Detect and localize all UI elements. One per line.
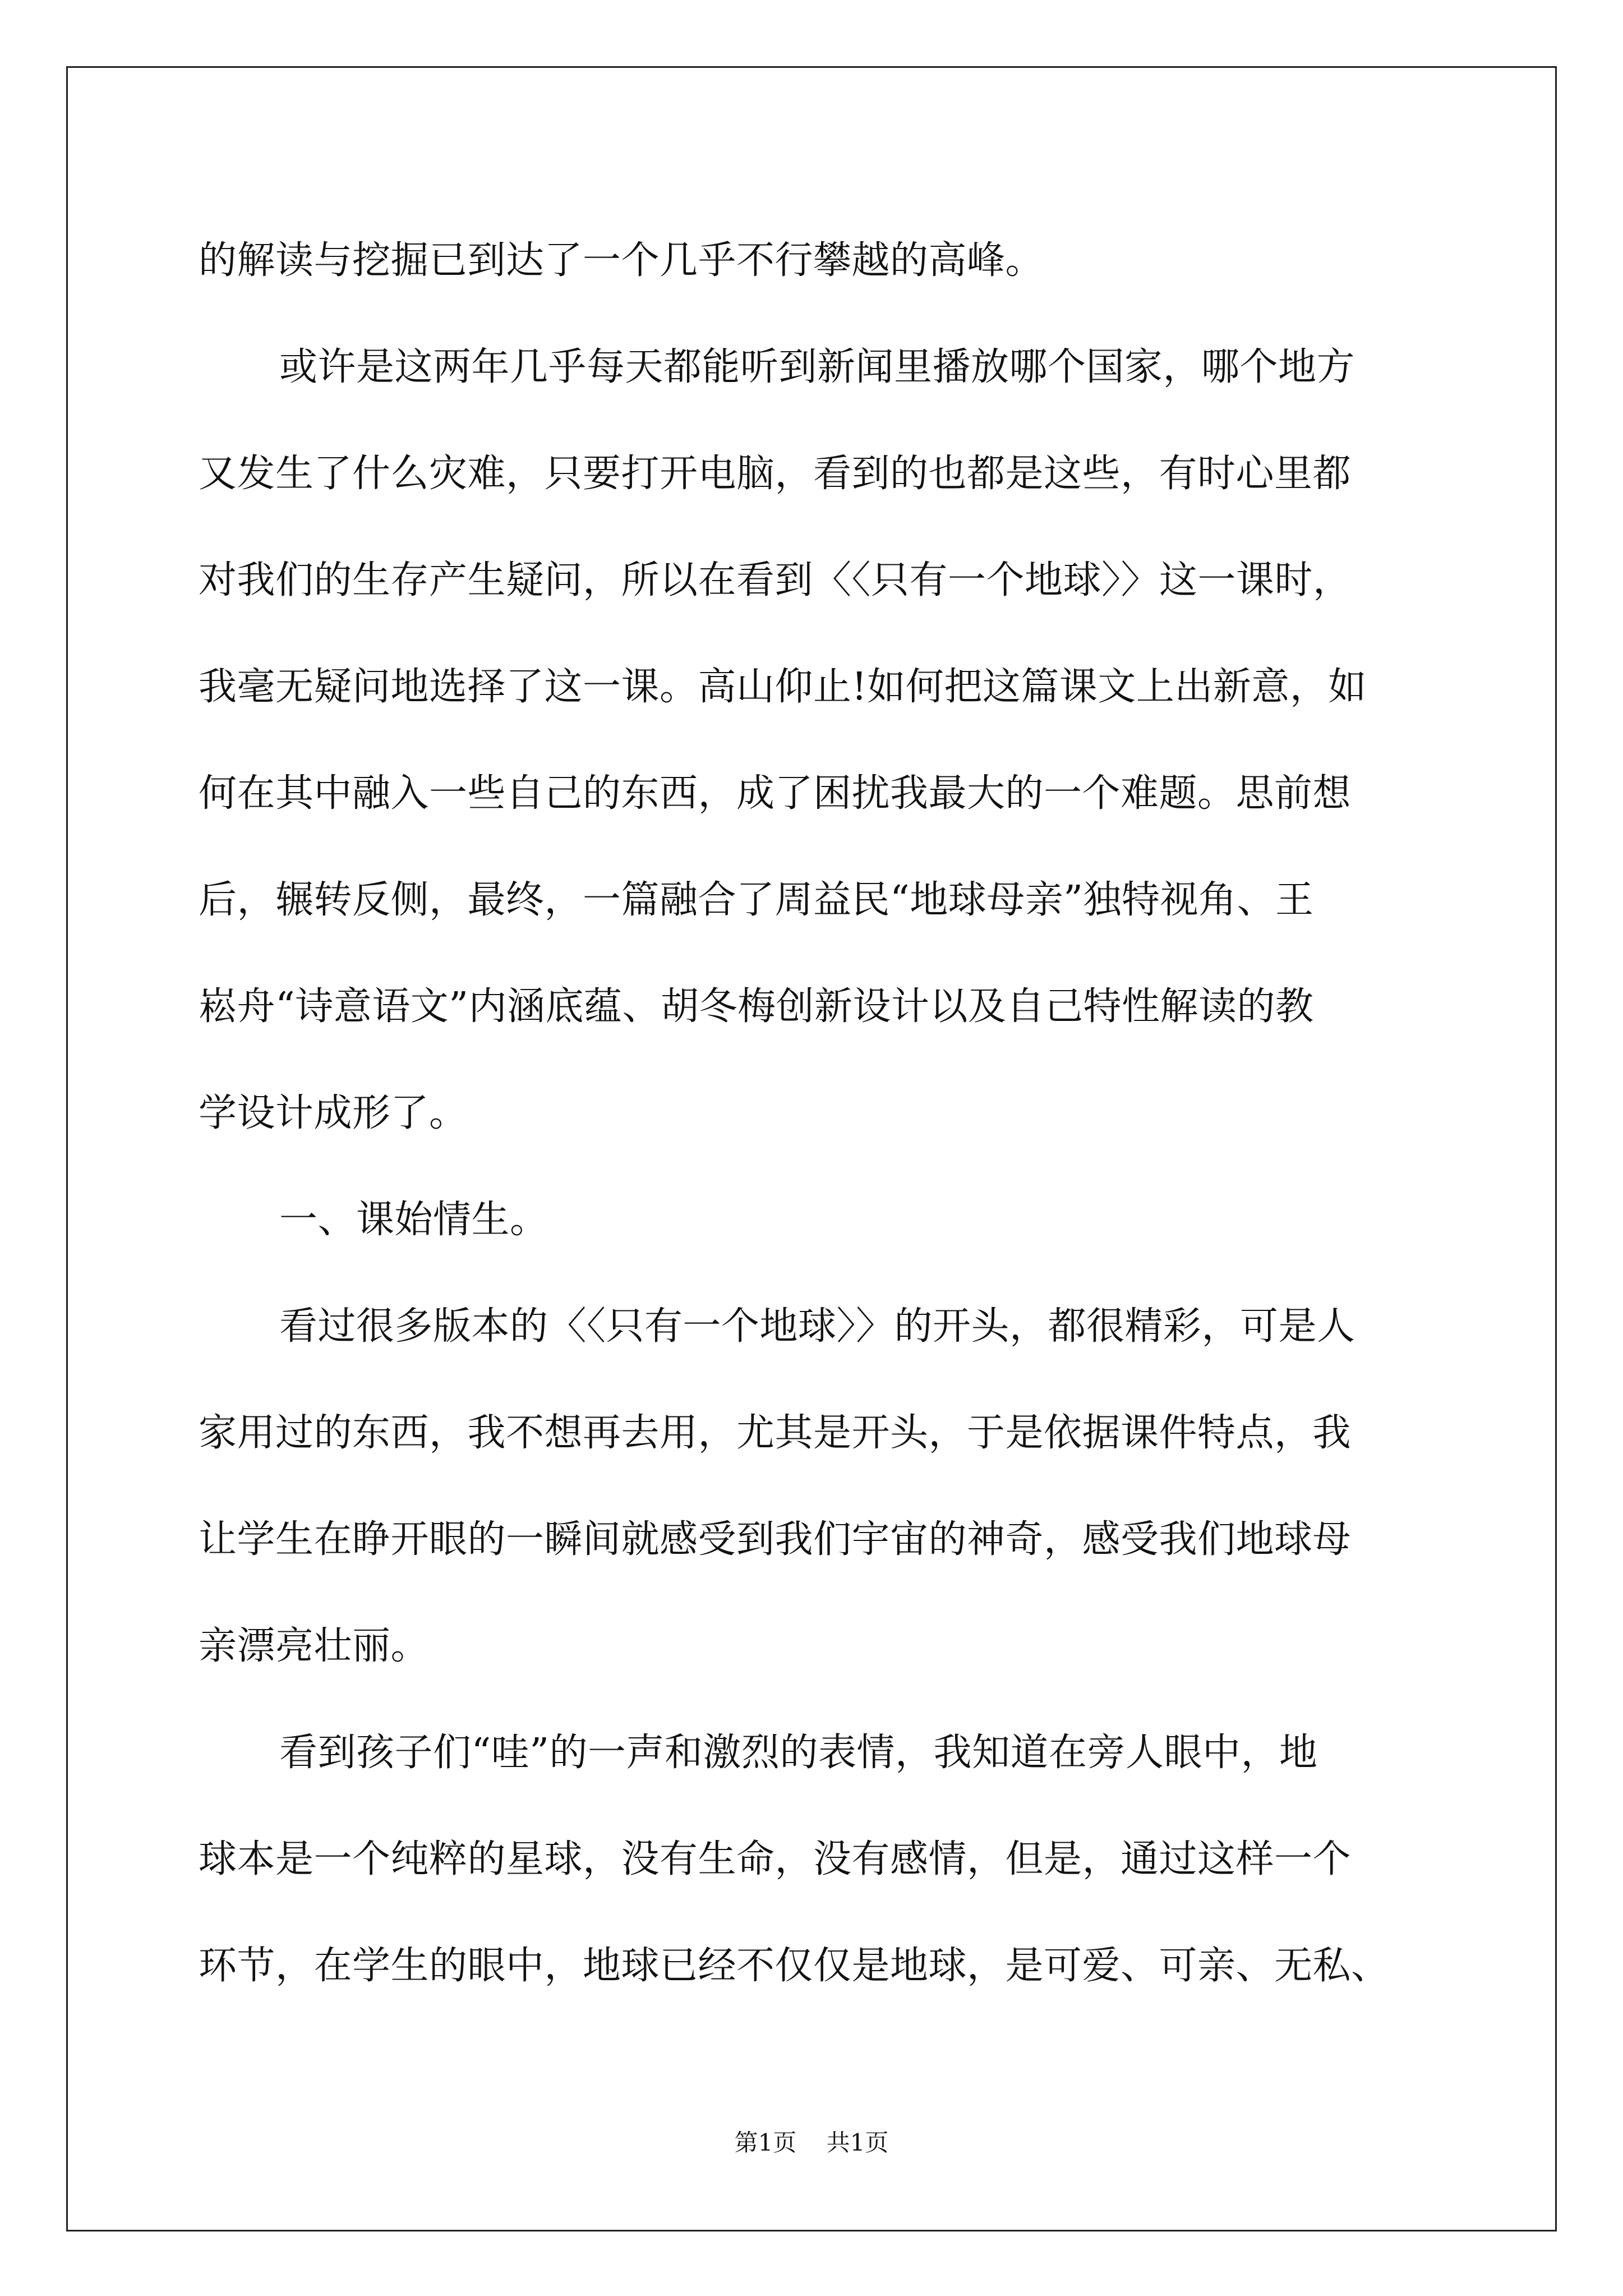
text-line: 后，辗转反侧，最终，一篇融合了周益民“地球母亲”独特视角、王 [199,878,1314,922]
page-footer [0,2126,1623,2160]
text-line: 一、课始情生。 [279,1198,548,1242]
text-line: 看过很多版本的〈〈只有一个地球〉〉的开头，都很精彩，可是人 [279,1304,1355,1349]
text-line: 崧舟“诗意语文”内涵底蕴、胡冬梅创新设计以及自己特性解读的教 [199,984,1314,1029]
text-line: 又发生了什么灾难，只要打开电脑，看到的也都是这些，有时心里都 [199,452,1352,496]
text-line: 亲漂亮壮丽。 [199,1624,430,1668]
text-line: 看到孩子们“哇”的一声和激烈的表情，我知道在旁人眼中，地 [279,1731,1318,1775]
text-line: 何在其中融入一些自己的东西，成了困扰我最大的一个难题。思前想 [199,771,1352,816]
text-line: 的解读与挖掘已到达了一个几乎不行攀越的高峰。 [199,238,1044,283]
text-line: 学设计成形了。 [199,1091,468,1135]
page-number: 第1页 [734,2129,797,2156]
page-total: 共1页 [826,2129,889,2156]
text-line: 我毫无疑问地选择了这一课。高山仰止!如何把这篇课文上出新意，如 [199,665,1367,709]
text-line: 球本是一个纯粹的星球，没有生命，没有感情，但是，通过这样一个 [199,1837,1352,1881]
text-line: 或许是这两年几乎每天都能听到新闻里播放哪个国家，哪个地方 [279,345,1355,389]
text-line: 环节，在学生的眼中，地球已经不仅仅是地球，是可爱、可亲、无私、 [199,1944,1390,1988]
text-line: 让学生在睁开眼的一瞬间就感受到我们宇宙的神奇，感受我们地球母 [199,1517,1352,1562]
text-line: 家用过的东西，我不想再去用，尤其是开头，于是依据课件特点，我 [199,1411,1352,1455]
text-line: 对我们的生存产生疑问，所以在看到〈〈只有一个地球〉〉这一课时， [199,558,1352,602]
document-body [199,208,1441,2019]
